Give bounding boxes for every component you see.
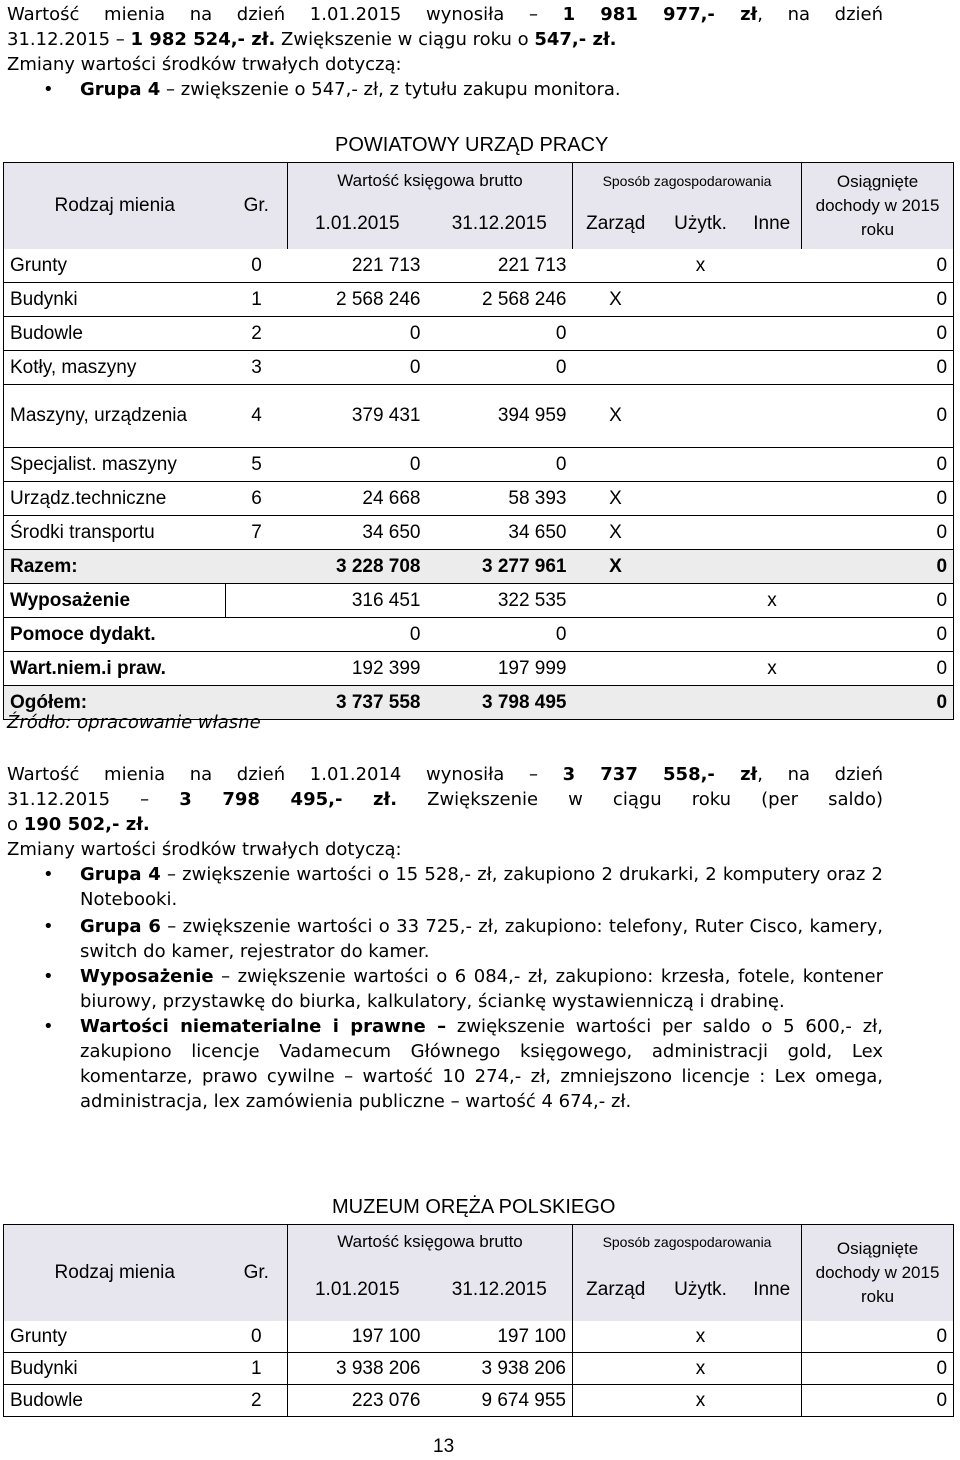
row-name: Maszyny, urządzenia — [4, 385, 226, 448]
row-income: 0 — [802, 618, 954, 652]
bullet-heading: Grupa 6 — [80, 916, 161, 937]
row-name: Środki transportu — [4, 516, 226, 550]
row-inne — [743, 317, 802, 351]
intro2-text: Zwiększenie w ciągu roku (per saldo) — [397, 789, 883, 810]
row-inne — [743, 482, 802, 516]
row-value-end: 3 277 961 — [427, 550, 573, 584]
intro2-bullet-4 — [7, 1014, 883, 1114]
table1-header-osiagniete: Osiągnięte dochody w 2015 roku — [802, 163, 954, 250]
table2-header-osiagniete: Osiągnięte dochody w 2015 roku — [802, 1225, 954, 1322]
row-income: 0 — [802, 482, 954, 516]
bullet-text: – zwiększenie o 547,- zł, z tytułu zakupu monitora. — [160, 79, 621, 100]
row-value-end: 3 938 206 — [427, 1353, 573, 1385]
table1 — [3, 162, 954, 720]
row-name: Grunty — [4, 1321, 226, 1353]
table1-title: POWIATOWY URZĄD PRACY — [335, 134, 609, 156]
bullet-icon: • — [43, 916, 54, 937]
table1-header-inne: Inne — [743, 198, 802, 249]
table1-header-brutto: Wartość księgowa brutto — [288, 163, 573, 199]
intro-section-2 — [7, 762, 883, 1114]
row-inne — [743, 516, 802, 550]
table1-header-sposob: Sposób zagospodarowania — [573, 163, 802, 199]
intro2-bullet-3 — [7, 964, 883, 1014]
row-group: 4 — [226, 385, 288, 448]
row-group: 0 — [226, 249, 288, 283]
row-uzytk — [659, 516, 743, 550]
row-name: Urządz.techniczne — [4, 482, 226, 516]
row-group: 0 — [226, 1321, 288, 1353]
row-income: 0 — [802, 1353, 954, 1385]
row-inne: x — [743, 652, 802, 686]
row-value-end: 9 674 955 — [427, 1385, 573, 1417]
row-uzytk — [659, 482, 743, 516]
row-zarzad: X — [573, 385, 659, 448]
row-income: 0 — [802, 1385, 954, 1417]
row-value-end: 221 713 — [427, 249, 573, 283]
intro1-line2 — [7, 27, 883, 52]
row-inne — [743, 283, 802, 317]
intro2-text: Wartość mienia na dzień 1.01.2014 wynosiła – — [7, 764, 563, 785]
row-name: Ogółem: — [4, 686, 226, 720]
row-zarzad — [573, 1321, 659, 1353]
intro1-value: 1 982 524,- zł. — [130, 29, 276, 50]
intro1-bullet — [7, 77, 883, 102]
table-row — [4, 283, 954, 317]
table-row — [4, 550, 954, 584]
row-value-start: 0 — [288, 448, 427, 482]
row-name: Grunty — [4, 249, 226, 283]
row-uzytk — [659, 283, 743, 317]
bullet-text: – zwiększenie wartości o 15 528,- zł, zakupiono 2 drukarki, 2 komputery oraz 2 Notebooki. — [80, 864, 883, 910]
row-group: 2 — [226, 317, 288, 351]
row-inne — [743, 550, 802, 584]
intro2-value: 3 737 558,- zł — [562, 764, 758, 785]
row-inne — [743, 385, 802, 448]
row-zarzad: X — [573, 283, 659, 317]
row-name: Budowle — [4, 1385, 226, 1417]
row-inne — [743, 249, 802, 283]
row-value-end: 0 — [427, 448, 573, 482]
row-zarzad — [573, 1385, 659, 1417]
table-row — [4, 516, 954, 550]
intro1-text: , na dzień — [757, 4, 884, 25]
row-name: Razem: — [4, 550, 226, 584]
row-value-end: 0 — [427, 351, 573, 385]
bullet-heading: Wyposażenie — [80, 966, 214, 987]
row-uzytk — [659, 385, 743, 448]
table2-header-rodzaj: Rodzaj mienia — [4, 1225, 226, 1322]
table1-header-date1: 1.01.2015 — [288, 198, 427, 249]
row-uzytk — [659, 652, 743, 686]
row-name: Budynki — [4, 283, 226, 317]
table2-header-gr: Gr. — [226, 1225, 288, 1322]
row-group — [226, 550, 288, 584]
table2-header-inne: Inne — [743, 1258, 802, 1321]
row-income: 0 — [802, 249, 954, 283]
bullet-heading: Grupa 4 — [80, 864, 161, 885]
row-inne — [743, 448, 802, 482]
row-group: 3 — [226, 351, 288, 385]
row-value-start: 34 650 — [288, 516, 427, 550]
row-inne — [743, 351, 802, 385]
intro2-changes-label: Zmiany wartości środków trwałych dotyczą: — [7, 839, 402, 860]
row-group: 5 — [226, 448, 288, 482]
row-group: 1 — [226, 1353, 288, 1385]
intro1-value: 1 981 977,- zł — [562, 4, 758, 25]
row-income: 0 — [802, 1321, 954, 1353]
row-uzytk: x — [659, 1385, 743, 1417]
row-zarzad: X — [573, 550, 659, 584]
row-inne — [743, 686, 802, 720]
row-value-end: 3 798 495 — [427, 686, 573, 720]
row-income: 0 — [802, 686, 954, 720]
row-name: Pomoce dydakt. — [4, 618, 226, 652]
bullet-text: zwiększenie wartości per saldo o 5 600,- zł, zakupiono licencje Vadamecum Głównego księgowego, administracji gold, Lex komentarze, prawo cywilne – wartość 10 274,- zł, zmniejszono licencje : Lex omega, administracja, lex zamówienia publiczne – wartość 4 674,- zł. — [80, 1016, 883, 1112]
row-value-start: 221 713 — [288, 249, 427, 283]
intro2-line3 — [7, 812, 883, 837]
row-zarzad: X — [573, 516, 659, 550]
row-value-end: 197 999 — [427, 652, 573, 686]
table-row — [4, 1353, 954, 1385]
row-zarzad — [573, 317, 659, 351]
row-value-start: 0 — [288, 351, 427, 385]
table-row — [4, 618, 954, 652]
intro1-line1 — [7, 2, 883, 27]
intro2-value: 3 798 495,- zł. — [179, 789, 398, 810]
row-income: 0 — [802, 516, 954, 550]
intro1-text: Zwiększenie w ciągu roku o — [275, 29, 535, 50]
table-row — [4, 317, 954, 351]
row-value-start: 0 — [288, 317, 427, 351]
row-zarzad — [573, 1353, 659, 1385]
intro2-line1 — [7, 762, 883, 787]
intro-section-1 — [7, 2, 883, 102]
row-uzytk — [659, 550, 743, 584]
row-value-start: 379 431 — [288, 385, 427, 448]
row-name: Budowle — [4, 317, 226, 351]
row-value-end: 394 959 — [427, 385, 573, 448]
table1-header-gr: Gr. — [226, 163, 288, 250]
bullet-text: – zwiększenie wartości o 33 725,- zł, zakupiono: telefony, Ruter Cisco, kamery, switch do kamer, rejestrator do kamer. — [80, 916, 883, 962]
intro1-text: Wartość mienia na dzień 1.01.2015 wynosiła – — [7, 4, 563, 25]
row-group: 1 — [226, 283, 288, 317]
intro2-line2 — [7, 787, 883, 812]
bullet-heading: Wartości niematerialne i prawne – — [80, 1016, 447, 1037]
table1-header-date2: 31.12.2015 — [427, 198, 573, 249]
table2-header-sposob: Sposób zagospodarowania — [573, 1225, 802, 1259]
row-income: 0 — [802, 652, 954, 686]
table2-header-uzytk: Użytk. — [659, 1258, 743, 1321]
row-income: 0 — [802, 317, 954, 351]
row-zarzad: X — [573, 482, 659, 516]
bullet-text: – zwiększenie wartości o 6 084,- zł, zakupiono: krzesła, fotele, kontener biurowy, przystawkę do biurka, kalkulatory, ściankę wystawienniczą i drabinę. — [80, 966, 883, 1012]
row-group — [226, 618, 288, 652]
row-value-start: 3 938 206 — [288, 1353, 427, 1385]
bullet-icon: • — [43, 79, 54, 100]
intro2-value: 190 502,- zł. — [23, 814, 150, 835]
row-income: 0 — [802, 385, 954, 448]
table2-header-zarzad: Zarząd — [573, 1258, 659, 1321]
intro1-changes-label: Zmiany wartości środków trwałych dotyczą: — [7, 54, 402, 75]
table-row — [4, 1321, 954, 1353]
row-uzytk — [659, 686, 743, 720]
row-income: 0 — [802, 448, 954, 482]
row-income: 0 — [802, 584, 954, 618]
row-value-start: 3 737 558 — [288, 686, 427, 720]
table-row — [4, 1385, 954, 1417]
row-inne — [743, 1353, 802, 1385]
row-value-end: 0 — [427, 618, 573, 652]
row-group — [226, 652, 288, 686]
table-row — [4, 584, 954, 618]
row-uzytk — [659, 317, 743, 351]
table-row — [4, 385, 954, 448]
row-uzytk — [659, 351, 743, 385]
row-zarzad — [573, 686, 659, 720]
row-name: Wyposażenie — [4, 584, 226, 618]
row-group: 6 — [226, 482, 288, 516]
row-uzytk — [659, 618, 743, 652]
row-name: Wart.niem.i praw. — [4, 652, 226, 686]
table1-header-uzytk: Użytk. — [659, 198, 743, 249]
page-number: 13 — [433, 1436, 455, 1457]
row-value-start: 223 076 — [288, 1385, 427, 1417]
bullet-icon: • — [43, 1016, 54, 1037]
row-value-start: 3 228 708 — [288, 550, 427, 584]
table-row — [4, 448, 954, 482]
table1-source-note: Źródło: opracowanie własne — [7, 712, 261, 733]
table-row — [4, 482, 954, 516]
row-income: 0 — [802, 283, 954, 317]
row-group: 2 — [226, 1385, 288, 1417]
table2-header-date2: 31.12.2015 — [427, 1258, 573, 1321]
bullet-heading: Grupa 4 — [80, 79, 161, 100]
row-group — [226, 584, 288, 618]
row-name: Specjalist. maszyny — [4, 448, 226, 482]
row-name: Kotły, maszyny — [4, 351, 226, 385]
row-inne — [743, 1385, 802, 1417]
row-value-end: 2 568 246 — [427, 283, 573, 317]
row-inne: x — [743, 584, 802, 618]
bullet-icon: • — [43, 864, 54, 885]
row-inne — [743, 618, 802, 652]
intro2-text: 31.12.2015 – — [7, 789, 180, 810]
row-value-start: 0 — [288, 618, 427, 652]
intro2-text: , na dzień — [757, 764, 884, 785]
intro2-bullet-2 — [7, 914, 883, 964]
row-zarzad — [573, 249, 659, 283]
table2-header-brutto: Wartość księgowa brutto — [288, 1225, 573, 1259]
row-income: 0 — [802, 550, 954, 584]
row-zarzad — [573, 448, 659, 482]
row-zarzad — [573, 618, 659, 652]
row-value-start: 316 451 — [288, 584, 427, 618]
row-value-start: 192 399 — [288, 652, 427, 686]
row-value-end: 197 100 — [427, 1321, 573, 1353]
row-zarzad — [573, 584, 659, 618]
table2-header-date1: 1.01.2015 — [288, 1258, 427, 1321]
row-name: Budynki — [4, 1353, 226, 1385]
table-row — [4, 351, 954, 385]
row-value-end: 0 — [427, 317, 573, 351]
table1-header-rodzaj: Rodzaj mienia — [4, 163, 226, 250]
intro1-text: 31.12.2015 – — [7, 29, 131, 50]
intro2-bullet-1 — [7, 862, 883, 912]
row-group: 7 — [226, 516, 288, 550]
row-value-start: 24 668 — [288, 482, 427, 516]
row-uzytk: x — [659, 1353, 743, 1385]
row-uzytk — [659, 584, 743, 618]
row-income: 0 — [802, 351, 954, 385]
table2 — [3, 1224, 954, 1417]
row-zarzad — [573, 351, 659, 385]
row-value-start: 197 100 — [288, 1321, 427, 1353]
table-row — [4, 652, 954, 686]
row-value-end: 58 393 — [427, 482, 573, 516]
row-uzytk — [659, 448, 743, 482]
intro1-value: 547,- zł. — [534, 29, 617, 50]
row-value-end: 34 650 — [427, 516, 573, 550]
table-row — [4, 249, 954, 283]
bullet-icon: • — [43, 966, 54, 987]
table1-header-zarzad: Zarząd — [573, 198, 659, 249]
table2-title: MUZEUM ORĘŻA POLSKIEGO — [332, 1196, 616, 1218]
row-uzytk: x — [659, 249, 743, 283]
row-value-start: 2 568 246 — [288, 283, 427, 317]
intro2-text: o — [7, 814, 24, 835]
row-value-end: 322 535 — [427, 584, 573, 618]
row-zarzad — [573, 652, 659, 686]
row-inne — [743, 1321, 802, 1353]
row-uzytk: x — [659, 1321, 743, 1353]
